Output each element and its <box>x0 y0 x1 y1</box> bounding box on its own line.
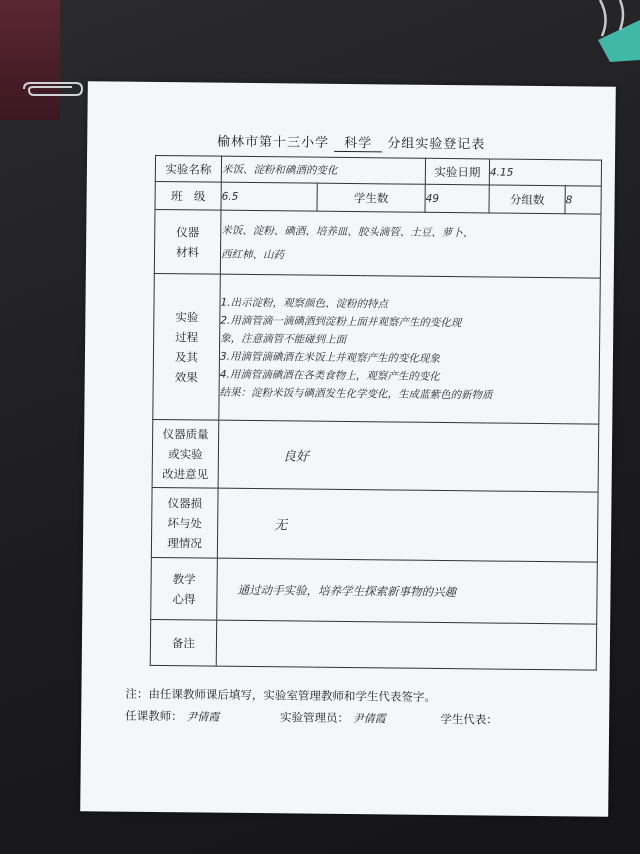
value-quality: 良好 <box>218 420 599 492</box>
label-class: 班 级 <box>155 181 221 210</box>
label-quality <box>152 419 219 488</box>
value-process <box>219 274 601 424</box>
table-row <box>154 209 601 278</box>
teacher-signature: 尹倩霞 <box>186 710 220 724</box>
title-suffix: 分组实验登记表 <box>387 136 486 153</box>
process-step: 3.用滴管滴碘酒在米饭上并观察产生的变化现象 <box>219 350 441 365</box>
table-row <box>151 487 598 562</box>
label-process <box>153 273 221 420</box>
instruments-line2: 西红柿、山药 <box>220 248 285 261</box>
label-reflection <box>151 557 218 620</box>
value-student-count: 49 <box>425 184 489 213</box>
instruments-line1: 米饭、淀粉、碘酒、培养皿、胶头滴管、土豆、萝卜、 <box>221 224 474 239</box>
label-damage-line1: 仪器损 <box>167 495 203 510</box>
label-remarks: 备注 <box>150 619 216 666</box>
lab-manager-signature: 尹倩霞 <box>352 712 386 726</box>
label-group-count: 分组数 <box>489 185 565 214</box>
signature-row <box>125 708 575 729</box>
label-process-line2: 过程 <box>175 329 199 344</box>
process-step: 4.用滴管滴碘酒在各类食物上，观察产生的变化 <box>219 368 440 383</box>
table-row <box>152 419 599 492</box>
process-step: 结果：淀粉米饭与碘酒发生化学变化，生成蓝紫色的新物质 <box>219 386 493 402</box>
process-step: 2.用滴管滴一滴碘酒到淀粉上面并观察产生的变化现 <box>220 314 462 329</box>
registration-table <box>150 155 602 671</box>
value-group-count: 8 <box>565 186 601 214</box>
label-quality-line3: 改进意见 <box>162 466 209 482</box>
label-reflection-line1: 教学 <box>172 571 196 586</box>
title-school: 榆林市第十三小学 <box>216 134 330 151</box>
label-instruments-line2: 材料 <box>175 244 200 259</box>
process-step: 象，注意滴管不能碰到上面 <box>220 332 347 346</box>
label-damage <box>151 487 218 558</box>
binder-clip <box>580 0 640 70</box>
teacher-label: 任课教师： <box>125 708 183 724</box>
value-remarks <box>216 620 596 670</box>
label-experiment-name: 实验名称 <box>155 155 221 182</box>
value-experiment-date: 4.15 <box>489 159 601 186</box>
table-row <box>153 273 601 424</box>
desk-background <box>0 0 60 120</box>
label-process-line1: 实验 <box>175 309 199 324</box>
label-instruments <box>154 209 221 274</box>
value-class: 6.5 <box>221 182 317 211</box>
label-quality-line1: 仪器质量 <box>162 426 209 442</box>
registration-form-sheet <box>80 81 616 816</box>
student-rep-label: 学生代表： <box>440 711 498 727</box>
value-damage: 无 <box>217 488 598 562</box>
label-process-line4: 效果 <box>174 369 198 384</box>
footer-note: 注：由任课教师课后填写，实验室管理教师和学生代表签字。 <box>125 686 436 704</box>
label-student-count: 学生数 <box>317 183 425 212</box>
label-reflection-line2: 心得 <box>172 591 196 606</box>
label-experiment-date: 实验日期 <box>425 158 489 185</box>
label-quality-line2: 或实验 <box>168 446 203 461</box>
label-process-line3: 及其 <box>174 349 199 364</box>
lab-manager-label: 实验管理员： <box>279 710 350 726</box>
label-instruments-line1: 仪器 <box>176 224 200 239</box>
paperclip <box>20 80 84 98</box>
table-row <box>150 619 596 670</box>
value-reflection: 通过动手实验，培养学生探索新事物的兴趣 <box>217 558 598 624</box>
form-title <box>87 129 615 155</box>
value-experiment-name: 米饭、淀粉和碘酒的变化 <box>221 156 425 184</box>
title-subject: 科学 <box>334 132 382 153</box>
process-step: 1.出示淀粉，观察颜色、淀粉的特点 <box>220 296 389 310</box>
value-instruments <box>220 210 601 278</box>
table-row <box>151 557 598 624</box>
label-damage-line2: 坏与处 <box>167 515 203 530</box>
label-damage-line3: 理情况 <box>167 535 202 550</box>
